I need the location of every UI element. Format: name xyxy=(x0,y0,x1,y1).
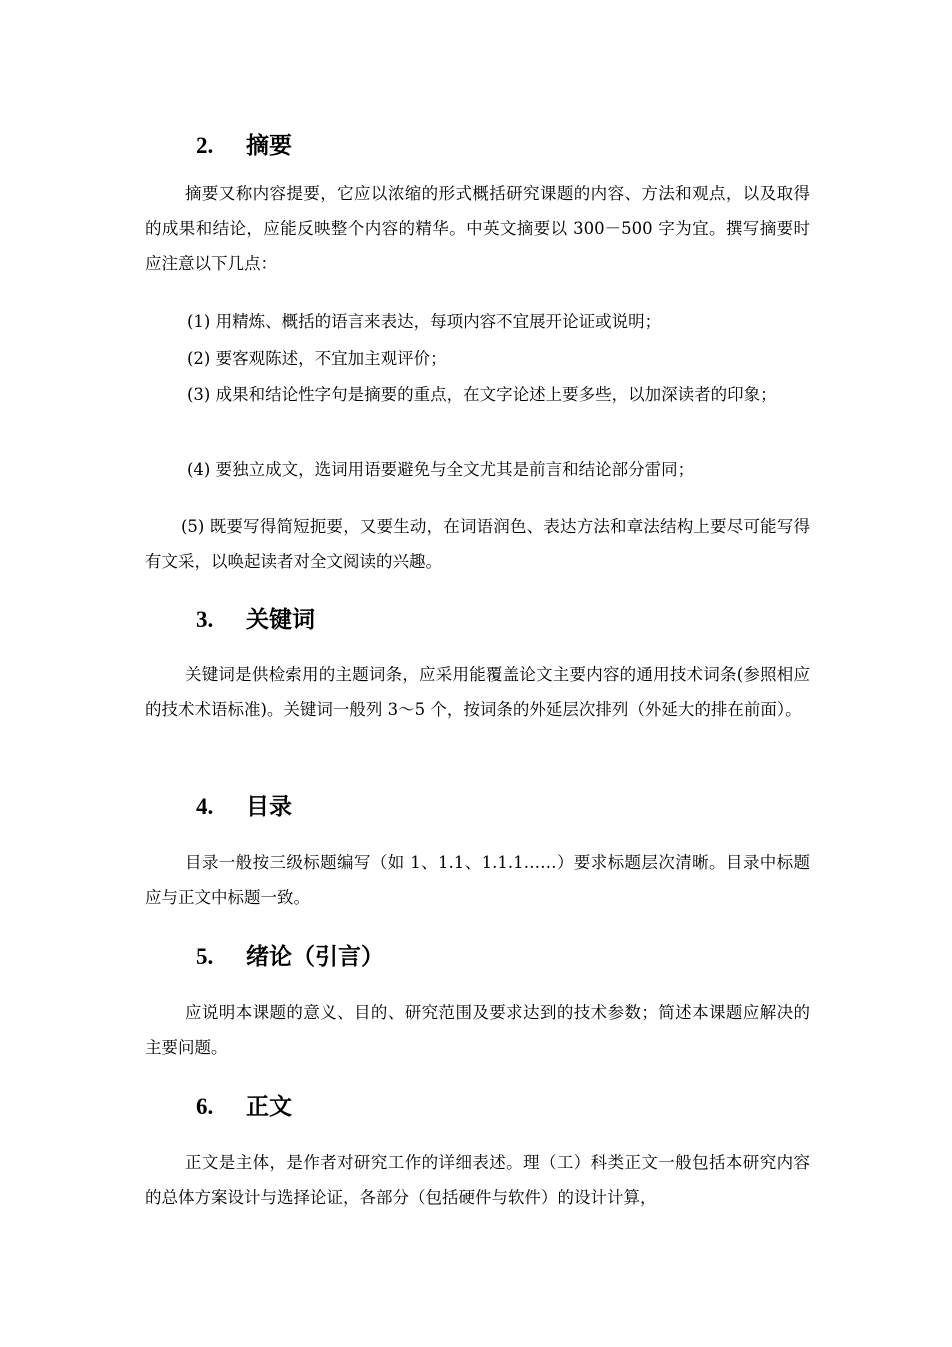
section-number: 2. xyxy=(196,133,214,158)
section-number: 3. xyxy=(196,607,214,632)
abstract-item-1: (1) 用精炼、概括的语言来表达，每项内容不宜展开论证或说明； xyxy=(187,312,662,331)
section-title: 摘要 xyxy=(246,133,292,159)
abstract-intro-paragraph: 摘要又称内容提要，它应以浓缩的形式概括研究课题的内容、方法和观点，以及取得的成果和结论，应能反映整个内容的精华。中英文摘要以 300－500 字为宜。撰写摘要时应注意以下几点： xyxy=(145,184,810,273)
contents-paragraph: 目录一般按三级标题编写（如 1、1.1、1.1.1……）要求标题层次清晰。目录中标题应与正文中标题一致。 xyxy=(145,853,810,907)
section-heading-contents xyxy=(196,792,292,822)
section-number: 4. xyxy=(196,794,214,819)
abstract-item-4: (4) 要独立成文，选词用语要避免与全文尤其是前言和结论部分雷同； xyxy=(187,460,695,479)
section-title: 正文 xyxy=(246,1094,292,1120)
section-heading-abstract xyxy=(196,131,292,161)
section-heading-main-body xyxy=(196,1092,292,1122)
abstract-item-5: (5) 既要写得简短扼要，又要生动，在词语润色、表达方法和章法结构上要尽可能写得有文采，以唤起读者对全文阅读的兴趣。 xyxy=(145,517,810,571)
abstract-item-3: (3) 成果和结论性字句是摘要的重点，在文字论述上要多些，以加深读者的印象； xyxy=(187,385,777,404)
section-number: 5. xyxy=(196,944,214,969)
section-heading-keywords xyxy=(196,605,315,635)
main-body-paragraph: 正文是主体，是作者对研究工作的详细表述。理（工）科类正文一般包括本研究内容的总体方案设计与选择论证，各部分（包括硬件与软件）的设计计算， xyxy=(145,1153,810,1207)
section-title: 关键词 xyxy=(246,607,315,633)
introduction-paragraph: 应说明本课题的意义、目的、研究范围及要求达到的技术参数；简述本课题应解决的主要问题。 xyxy=(145,1003,810,1057)
section-title: 目录 xyxy=(246,794,292,820)
section-heading-introduction xyxy=(196,942,384,972)
section-number: 6. xyxy=(196,1094,214,1119)
abstract-item-2: (2) 要客观陈述，不宜加主观评价； xyxy=(187,349,447,368)
section-title: 绪论（引言） xyxy=(246,944,384,970)
keywords-paragraph: 关键词是供检索用的主题词条，应采用能覆盖论文主要内容的通用技术词条(参照相应的技术术语标准)。关键词一般列 3～5 个，按词条的外延层次排列（外延大的排在前面）。 xyxy=(145,665,810,719)
